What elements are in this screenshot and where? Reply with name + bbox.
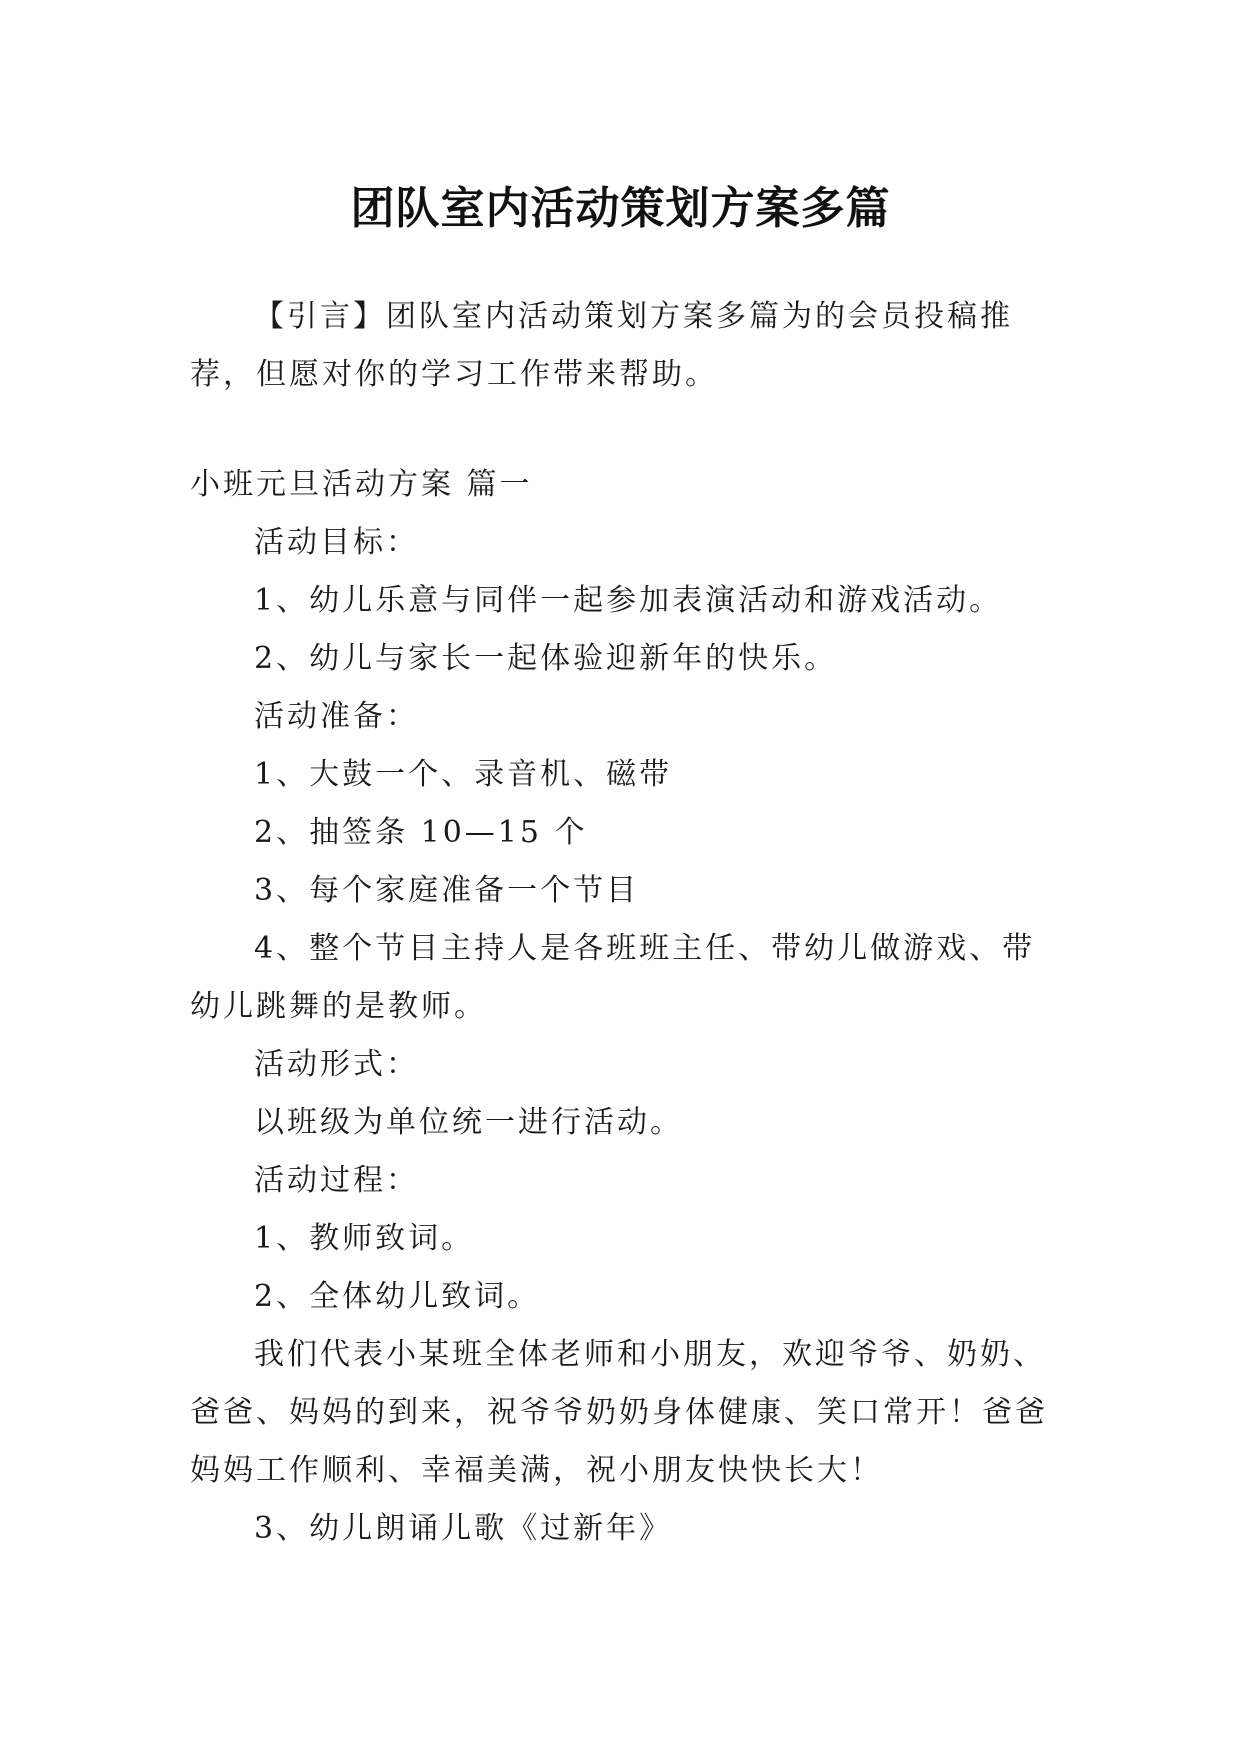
paragraph: 1、幼儿乐意与同伴一起参加表演活动和游戏活动。 bbox=[254, 583, 1003, 618]
paragraph: 活动准备： bbox=[254, 699, 419, 734]
intro-paragraph: 【引言】团队室内活动策划方案多篇为的会员投稿推荐，但愿对你的学习工作带来帮助。 bbox=[190, 299, 1013, 392]
intro-block bbox=[190, 288, 1050, 404]
paragraph: 3、幼儿朗诵儿歌《过新年》 bbox=[254, 1511, 673, 1546]
document-title: 团队室内活动策划方案多篇 bbox=[350, 183, 891, 235]
paragraph: 3、每个家庭准备一个节目 bbox=[254, 873, 640, 908]
paragraph: 2、全体幼儿致词。 bbox=[254, 1279, 541, 1314]
section-heading: 小班元旦活动方案 篇一 bbox=[190, 467, 533, 502]
section-content bbox=[190, 456, 1050, 1558]
paragraph: 我们代表小某班全体老师和小朋友，欢迎爷爷、奶奶、爸爸、妈妈的到来，祝爷爷奶奶身体健康、笑口常开！爸爸妈妈工作顺利、幸福美满，祝小朋友快快长大！ bbox=[190, 1337, 1048, 1488]
paragraph: 1、教师致词。 bbox=[254, 1221, 475, 1256]
paragraph: 以班级为单位统一进行活动。 bbox=[254, 1105, 683, 1140]
paragraph: 1、大鼓一个、录音机、磁带 bbox=[254, 757, 673, 792]
paragraph: 2、幼儿与家长一起体验迎新年的快乐。 bbox=[254, 641, 838, 676]
paragraph: 活动过程： bbox=[254, 1163, 419, 1198]
paragraph: 4、整个节目主持人是各班班主任、带幼儿做游戏、带幼儿跳舞的是教师。 bbox=[190, 931, 1036, 1024]
paragraph: 活动形式： bbox=[254, 1047, 419, 1082]
paragraph: 活动目标： bbox=[254, 525, 419, 560]
paragraph: 2、抽签条 10—15 个 bbox=[254, 815, 588, 850]
